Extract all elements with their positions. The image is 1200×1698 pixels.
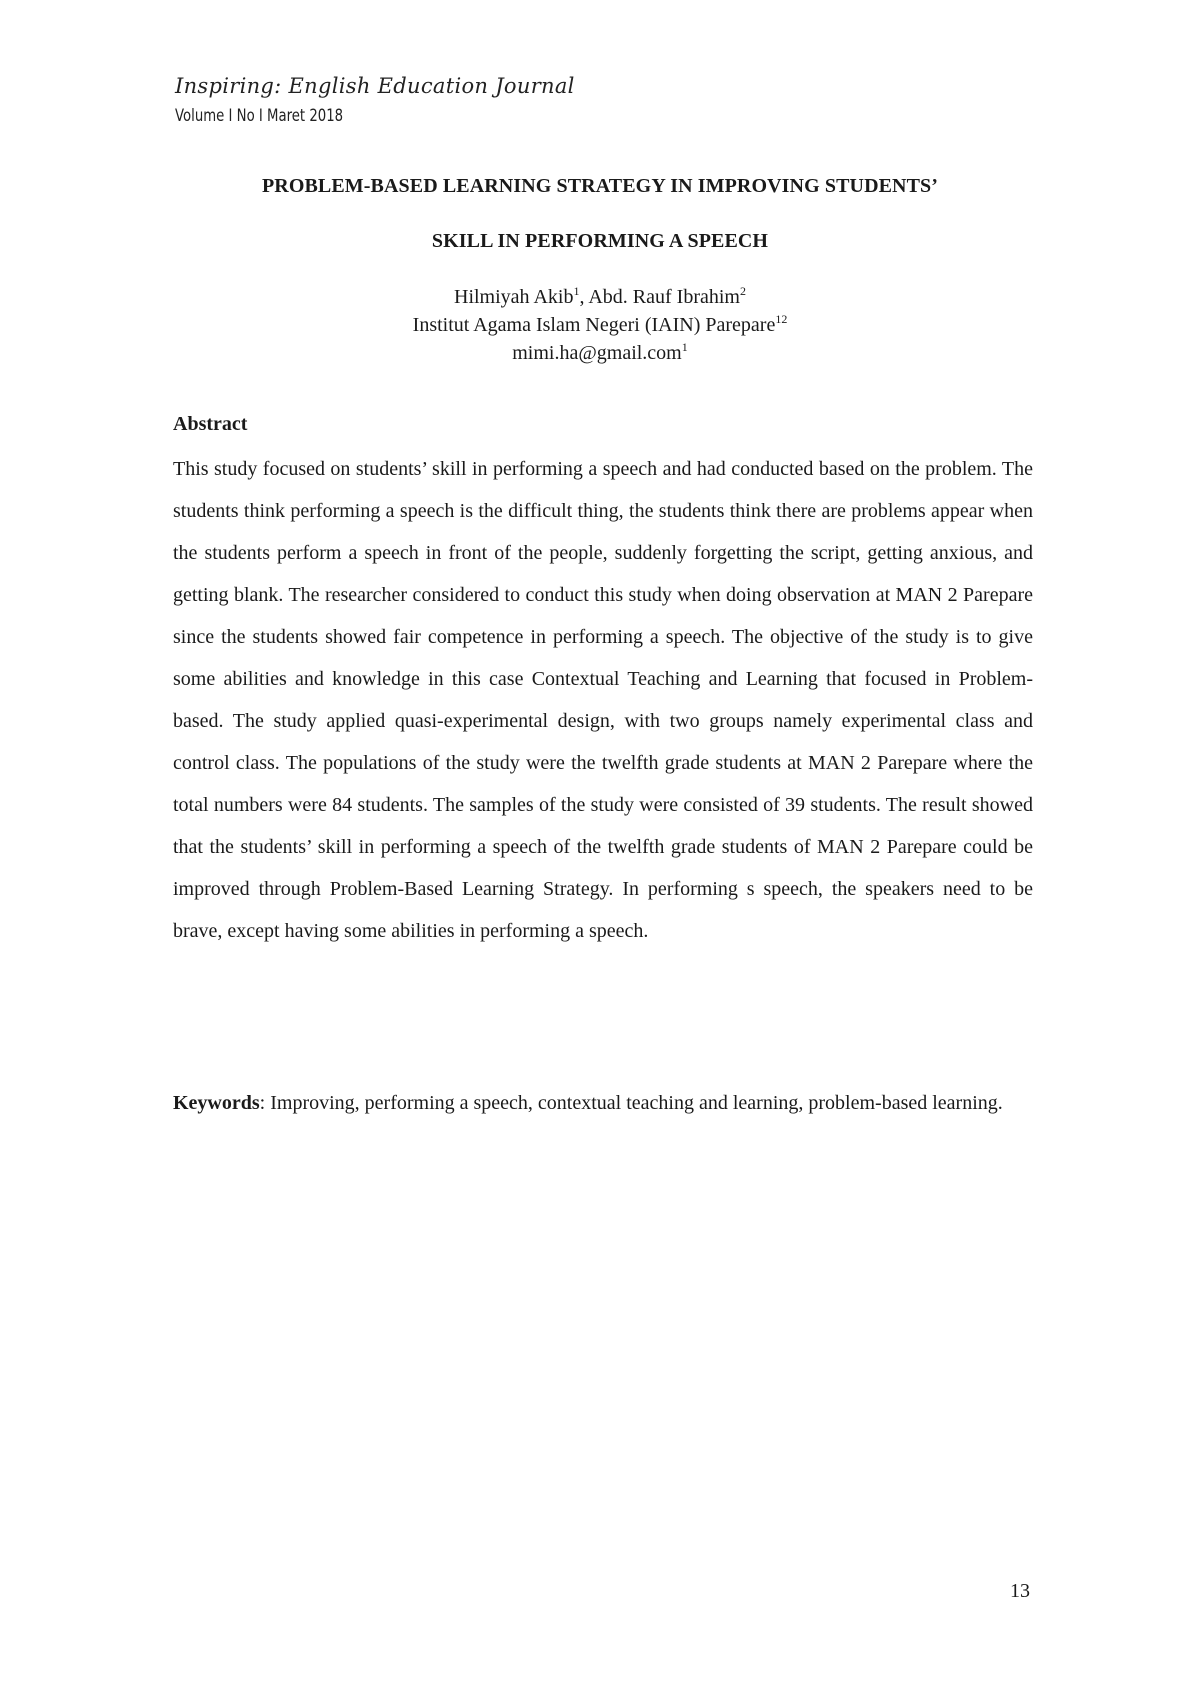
affiliation-superscript: 12	[775, 312, 788, 326]
author-line	[100, 283, 1100, 311]
keywords-separator: :	[259, 1092, 271, 1114]
author-2-superscript: 2	[740, 284, 746, 298]
author-1-superscript: 1	[573, 284, 580, 298]
abstract-heading: Abstract	[173, 413, 248, 435]
author-1-name: Hilmiyah Akib	[454, 286, 574, 308]
affiliation: Institut Agama Islam Negeri (IAIN) Parepare	[412, 314, 776, 336]
abstract-body: This study focused on students’ skill in performing a speech and had conducted based on the problem. The students think performing a speech is the difficult thing, the students think there are problems appear when the students perform a speech in front of the people, suddenly forgetting the script, getting anxious, and getting blank. The researcher considered to conduct this study when doing observation at MAN 2 Parepare since the students showed fair competence in performing a speech. The objective of the study is to give some abilities and knowledge in this case Contextual Teaching and Learning that focused in Problem-based. The study applied quasi-experimental design, with two groups namely experimental class and control class. The populations of the study were the twelfth grade students at MAN 2 Parepare where the total numbers were 84 students. The samples of the study were consisted of 39 students. The result showed that the students’ skill in performing a speech of the twelfth grade students of MAN 2 Parepare could be improved through Problem-Based Learning Strategy. In performing s speech, the speakers need to be brave, except having some abilities in performing a speech.	[173, 458, 1033, 942]
authors-block	[100, 283, 1100, 367]
keywords-paragraph	[173, 1082, 1033, 1124]
email-superscript: 1	[681, 340, 688, 354]
article-title-line-2: SKILL IN PERFORMING A SPEECH	[431, 230, 769, 252]
journal-issue: Volume I No I Maret 2018	[175, 106, 344, 126]
page-number: 13	[1010, 1580, 1030, 1602]
journal-name: Inspiring: English Education Journal	[175, 74, 575, 98]
keywords-text: Improving, performing a speech, contextual teaching and learning, problem-based learning.	[270, 1092, 1003, 1114]
email-line	[100, 339, 1100, 367]
author-separator: ,	[579, 286, 589, 308]
author-2-name: Abd. Rauf Ibrahim	[588, 286, 740, 308]
article-title-line-1: PROBLEM-BASED LEARNING STRATEGY IN IMPROVING STUDENTS’	[261, 175, 939, 197]
author-email: mimi.ha@gmail.com	[512, 342, 682, 364]
keywords-label: Keywords	[173, 1092, 260, 1114]
affiliation-line	[100, 311, 1100, 339]
